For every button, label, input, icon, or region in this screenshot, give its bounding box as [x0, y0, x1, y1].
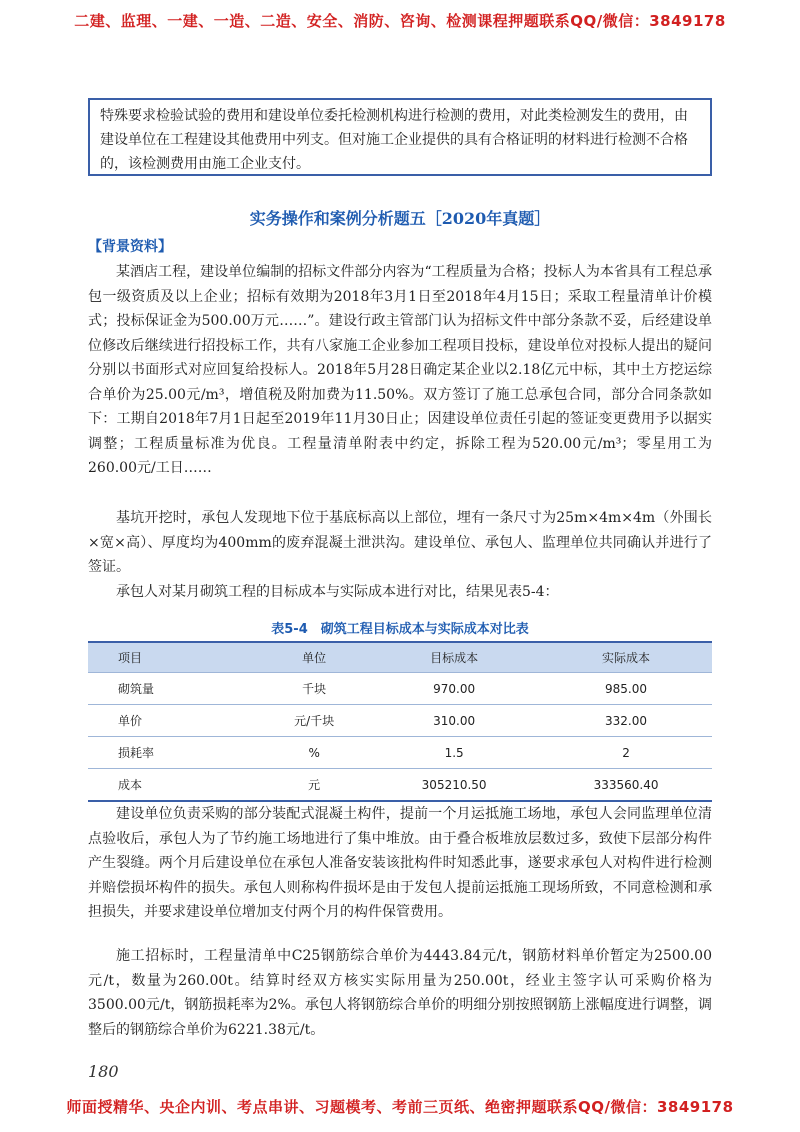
- table-header-cell: 单位: [260, 642, 368, 673]
- table-header-cell: 项目: [88, 642, 260, 673]
- table-header-cell: 目标成本: [368, 642, 540, 673]
- table-row: [88, 737, 712, 769]
- table-cell: 970.00: [368, 673, 540, 705]
- table-title: 表5-4 砌筑工程目标成本与实际成本对比表: [271, 622, 529, 637]
- bottom-banner: 师面授精华、央企内训、考点串讲、习题模考、考前三页纸、绝密押题联系QQ/微信：3849178: [66, 1098, 734, 1116]
- table-cell: 损耗率: [88, 737, 260, 769]
- note-box-text: 特殊要求检验试验的费用和建设单位委托检测机构进行检测的费用，对此类检测发生的费用，由建设单位在工程建设其他费用中列支。但对施工企业提供的具有合格证明的材料进行检测不合格的，该检测费用由施工企业支付。: [100, 108, 688, 172]
- table-cell: 2: [540, 737, 712, 769]
- cost-comparison-table: [88, 641, 712, 802]
- table-cell: 砌筑量: [88, 673, 260, 705]
- top-banner: 二建、监理、一建、一造、二造、安全、消防、咨询、检测课程押题联系QQ/微信：3849178: [74, 12, 726, 30]
- table-cell: 985.00: [540, 673, 712, 705]
- table-cell: 千块: [260, 673, 368, 705]
- paragraph-block-1: [88, 260, 712, 481]
- table-cell: 元/千块: [260, 705, 368, 737]
- table-cell: 成本: [88, 769, 260, 802]
- table-cell: 332.00: [540, 705, 712, 737]
- page-number: 180: [88, 1062, 119, 1081]
- paragraph-block-5: [88, 944, 712, 1042]
- paragraph-2: 基坑开挖时，承包人发现地下位于基底标高以上部位，埋有一条尺寸为25m×4m×4m（外围长×宽×高）、厚度均为400mm的废弃混凝土泄洪沟。建设单位、承包人、监理单位共同确认并进行了签证。: [88, 510, 712, 575]
- table-cell: 元: [260, 769, 368, 802]
- table-header-row: [88, 642, 712, 673]
- table-row: [88, 673, 712, 705]
- paragraph-4: 建设单位负责采购的部分装配式混凝土构件，提前一个月运抵施工场地，承包人会同监理单位清点验收后，承包人为了节约施工场地进行了集中堆放。由于叠合板堆放层数过多，致使下层部分构件产生裂缝。两个月后建设单位在承包人准备安装该批构件时知悉此事，遂要求承包人对构件进行检测并赔偿损坏构件的损失。承包人则称构件损坏是由于发包人提前运抵施工现场所致，不同意检测和承担损失，并要求建设单位增加支付两个月的构件保管费用。: [88, 806, 712, 920]
- table-cell: 310.00: [368, 705, 540, 737]
- paragraph-5: 施工招标时，工程量清单中C25钢筋综合单价为4443.84元/t，钢筋材料单价暂定为2500.00元/t，数量为260.00t。结算时经双方核实实际用量为250.00t，经业主签字认可采购价格为3500.00元/t，钢筋损耗率为2%。承包人将钢筋综合单价的明细分别按照钢筋上涨幅度进行调整，调整后的钢筋综合单价为6221.38元/t。: [88, 948, 712, 1038]
- table-cell: 单价: [88, 705, 260, 737]
- paragraph-1: 某酒店工程，建设单位编制的招标文件部分内容为“工程质量为合格；投标人为本省具有工程总承包一级资质及以上企业；招标有效期为2018年3月1日至2018年4月15日；采取工程量清单计价模式；投标保证金为500.00万元……”。建设行政主管部门认为招标文件中部分条款不妥，后经建设单位修改后继续进行招投标工作，共有八家施工企业参加工程项目投标，建设单位对投标人提出的疑问分别以书面形式对应回复给投标人。2018年5月28日确定某企业以2.18亿元中标，其中土方挖运综合单价为25.00元/m³，增值税及附加费为11.50%。双方签订了施工总承包合同，部分合同条款如下：工期自2018年7月1日起至2019年11月30日止；因建设单位责任引起的签证变更费用予以据实调整；工程质量标准为优良。工程量清单附表中约定，拆除工程为520.00元/m³；零星用工为260.00元/工日……: [88, 264, 712, 476]
- table-row: [88, 705, 712, 737]
- table-row: [88, 769, 712, 802]
- table-cell: %: [260, 737, 368, 769]
- table-cell: 1.5: [368, 737, 540, 769]
- table-cell: 305210.50: [368, 769, 540, 802]
- background-label: 【背景资料】: [88, 239, 172, 255]
- table-header-cell: 实际成本: [540, 642, 712, 673]
- paragraph-block-2: [88, 506, 712, 580]
- paragraph-block-4: [88, 802, 712, 925]
- section-title: 实务操作和案例分析题五［2020年真题］: [249, 209, 551, 228]
- note-box: [88, 98, 712, 176]
- paragraph-3: 承包人对某月砌筑工程的目标成本与实际成本进行对比，结果见表5-4：: [116, 584, 559, 600]
- table-cell: 333560.40: [540, 769, 712, 802]
- paragraph-block-3: [88, 580, 712, 605]
